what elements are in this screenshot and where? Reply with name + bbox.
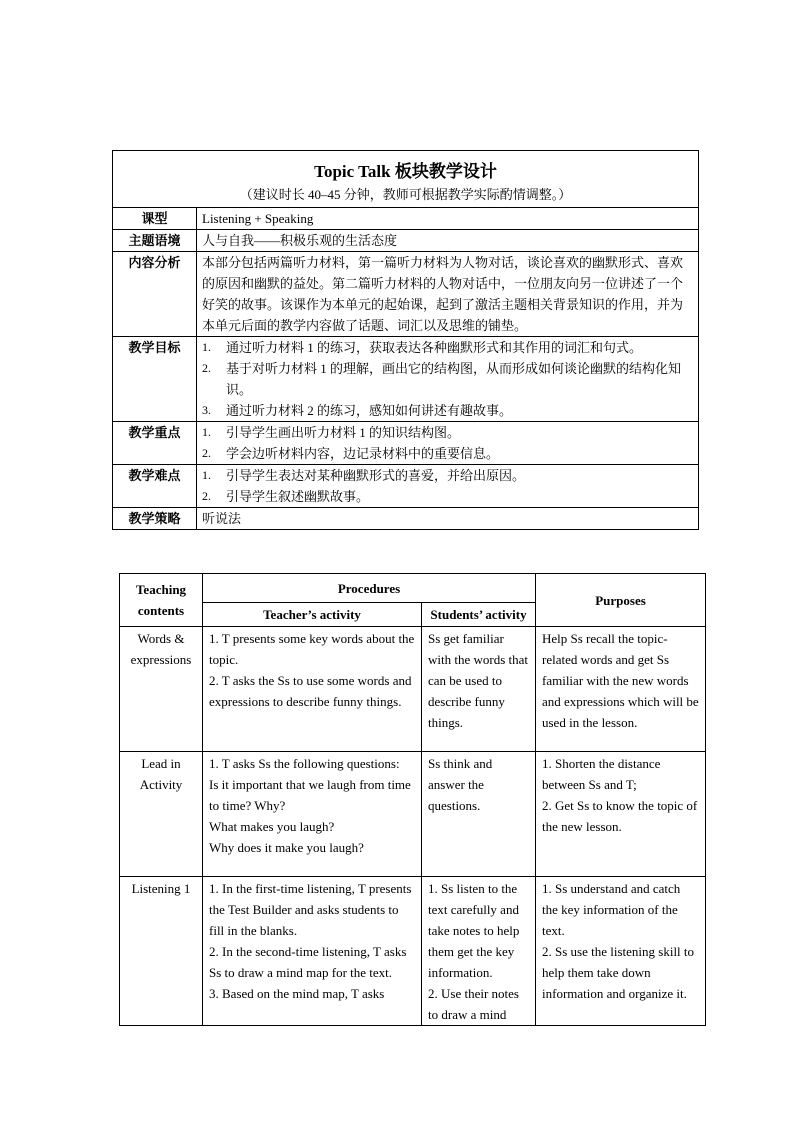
row-theme-context [113,230,699,252]
row-label: 教学难点 [113,465,197,508]
teacher-activity-cell [203,627,422,752]
cell-line: 2. In the second-time listening, T asks Ss to draw a mind map for the text. [209,944,407,980]
header-procedures: Procedures [203,574,536,603]
teaching-content-cell [120,752,203,877]
teacher-activity-cell [203,752,422,877]
row-difficult-points [113,465,699,508]
row-key-points [113,422,699,465]
procedure-table [119,573,706,1026]
students-activity-cell [422,752,536,877]
row-value: 听说法 [197,508,699,530]
list-item [202,465,693,486]
row-value: 人与自我——积极乐观的生活态度 [197,230,699,252]
cell-line: Ss think and answer the questions. [428,756,493,813]
header-students-activity: Students’ activity [422,603,536,627]
cell-line: 2. Get Ss to know the topic of the new lesson. [542,798,698,834]
header-line: Teaching [135,582,187,597]
table-row [120,752,706,877]
row-list-cell [197,465,699,508]
cell-line: Listening 1 [131,881,191,896]
row-label: 内容分析 [113,252,197,337]
row-label: 教学重点 [113,422,197,465]
header-purposes: Purposes [536,574,706,627]
purposes-cell [536,627,706,752]
cell-line: 1. Ss understand and catch the key information of the text. [542,881,681,938]
cell-line: 1. Shorten the distance between Ss and T; [542,756,661,792]
teacher-activity-cell [203,877,422,1026]
cell-line: 2. T asks the Ss to use some words and expressions to describe funny things. [209,673,412,709]
duration-note: （建议时长 40–45 分钟，教师可根据教学实际酌情调整。） [239,187,572,202]
row-label: 课型 [113,208,197,230]
cell-line: 1. T presents some key words about the topic. [209,631,415,667]
title-cell [113,151,699,208]
teaching-content-cell [120,877,203,1026]
item-text: 通过听力材料 1 的练习，获取表达各种幽默形式和其作用的词汇和句式。 [226,340,643,355]
list-item [202,443,693,464]
students-activity-cell [422,627,536,752]
objectives-list [202,337,693,421]
table-row [120,877,706,1026]
cell-line: 2. Use their notes to draw a mind [428,986,519,1022]
row-teaching-objectives [113,337,699,422]
cell-line: expressions [130,652,192,667]
row-label: 主题语境 [113,230,197,252]
item-number: 2. [202,446,211,460]
students-activity-cell [422,877,536,1026]
row-content-analysis [113,252,699,337]
key-points-list [202,422,693,464]
cell-line: 3. Based on the mind map, T asks [209,986,385,1001]
list-item [202,358,693,400]
item-number: 1. [202,468,211,482]
cell-line: Is it important that we laugh from time to time? Why? [209,777,411,813]
item-number: 1. [202,425,211,439]
header-line: contents [137,603,185,618]
item-number: 1. [202,340,211,354]
cell-line: 2. Ss use the listening skill to help them take down information and organize it. [542,944,695,1001]
list-item [202,400,693,421]
row-lesson-type [113,208,699,230]
item-text: 通过听力材料 2 的练习，感知如何讲述有趣故事。 [226,403,513,418]
row-value: Listening + Speaking [197,208,699,230]
item-text: 引导学生画出听力材料 1 的知识结构图。 [226,425,461,440]
item-text: 学会边听材料内容，边记录材料中的重要信息。 [226,446,500,461]
cell-line: Activity [139,777,183,792]
purposes-cell [536,752,706,877]
row-list-cell [197,337,699,422]
difficult-points-list [202,465,693,507]
item-text: 引导学生叙述幽默故事。 [226,489,370,504]
list-item [202,422,693,443]
list-item [202,337,693,358]
teaching-content-cell [120,627,203,752]
cell-line: Help Ss recall the topic-related words and get Ss familiar with the new words and expressions which will be used in the lesson. [542,631,699,730]
lesson-design-table [112,150,699,530]
item-text: 引导学生表达对某种幽默形式的喜爱，并给出原因。 [226,468,526,483]
cell-line: What makes you laugh? [209,819,335,834]
item-number: 2. [202,361,211,375]
cell-line: Words & [137,631,185,646]
cell-line: 1. T asks Ss the following questions: [209,756,400,771]
cell-line: Lead in [141,756,181,771]
page-title: Topic Talk 板块教学设计 [314,162,497,181]
table-row [120,627,706,752]
item-number: 2. [202,489,211,503]
cell-line: 1. In the first-time listening, T presents the Test Builder and asks students to fill in the blanks. [209,881,412,938]
item-text: 基于对听力材料 1 的理解，画出它的结构图，从而形成如何谈论幽默的结构化知识。 [226,361,682,397]
purposes-cell [536,877,706,1026]
row-list-cell [197,422,699,465]
list-item [202,486,693,507]
header-teaching-contents [120,574,203,627]
row-value: 本部分包括两篇听力材料，第一篇听力材料为人物对话，谈论喜欢的幽默形式、喜欢的原因和幽默的益处。第二篇听力材料的人物对话中，一位朋友向另一位讲述了一个好笑的故事。该课作为本单元的起始课，起到了激活主题相关背景知识的作用，并为本单元后面的教学内容做了话题、词汇以及思维的铺垫。 [197,252,699,337]
item-number: 3. [202,403,211,417]
row-teaching-strategy [113,508,699,530]
header-row [120,574,706,603]
cell-line: Ss get familiar with the words that can be used to describe funny things. [428,631,529,730]
header-teachers-activity: Teacher’s activity [203,603,422,627]
cell-line: Why does it make you laugh? [209,840,364,855]
cell-line: 1. Ss listen to the text carefully and take notes to help them get the key information. [428,881,520,980]
row-label: 教学目标 [113,337,197,422]
row-label: 教学策略 [113,508,197,530]
